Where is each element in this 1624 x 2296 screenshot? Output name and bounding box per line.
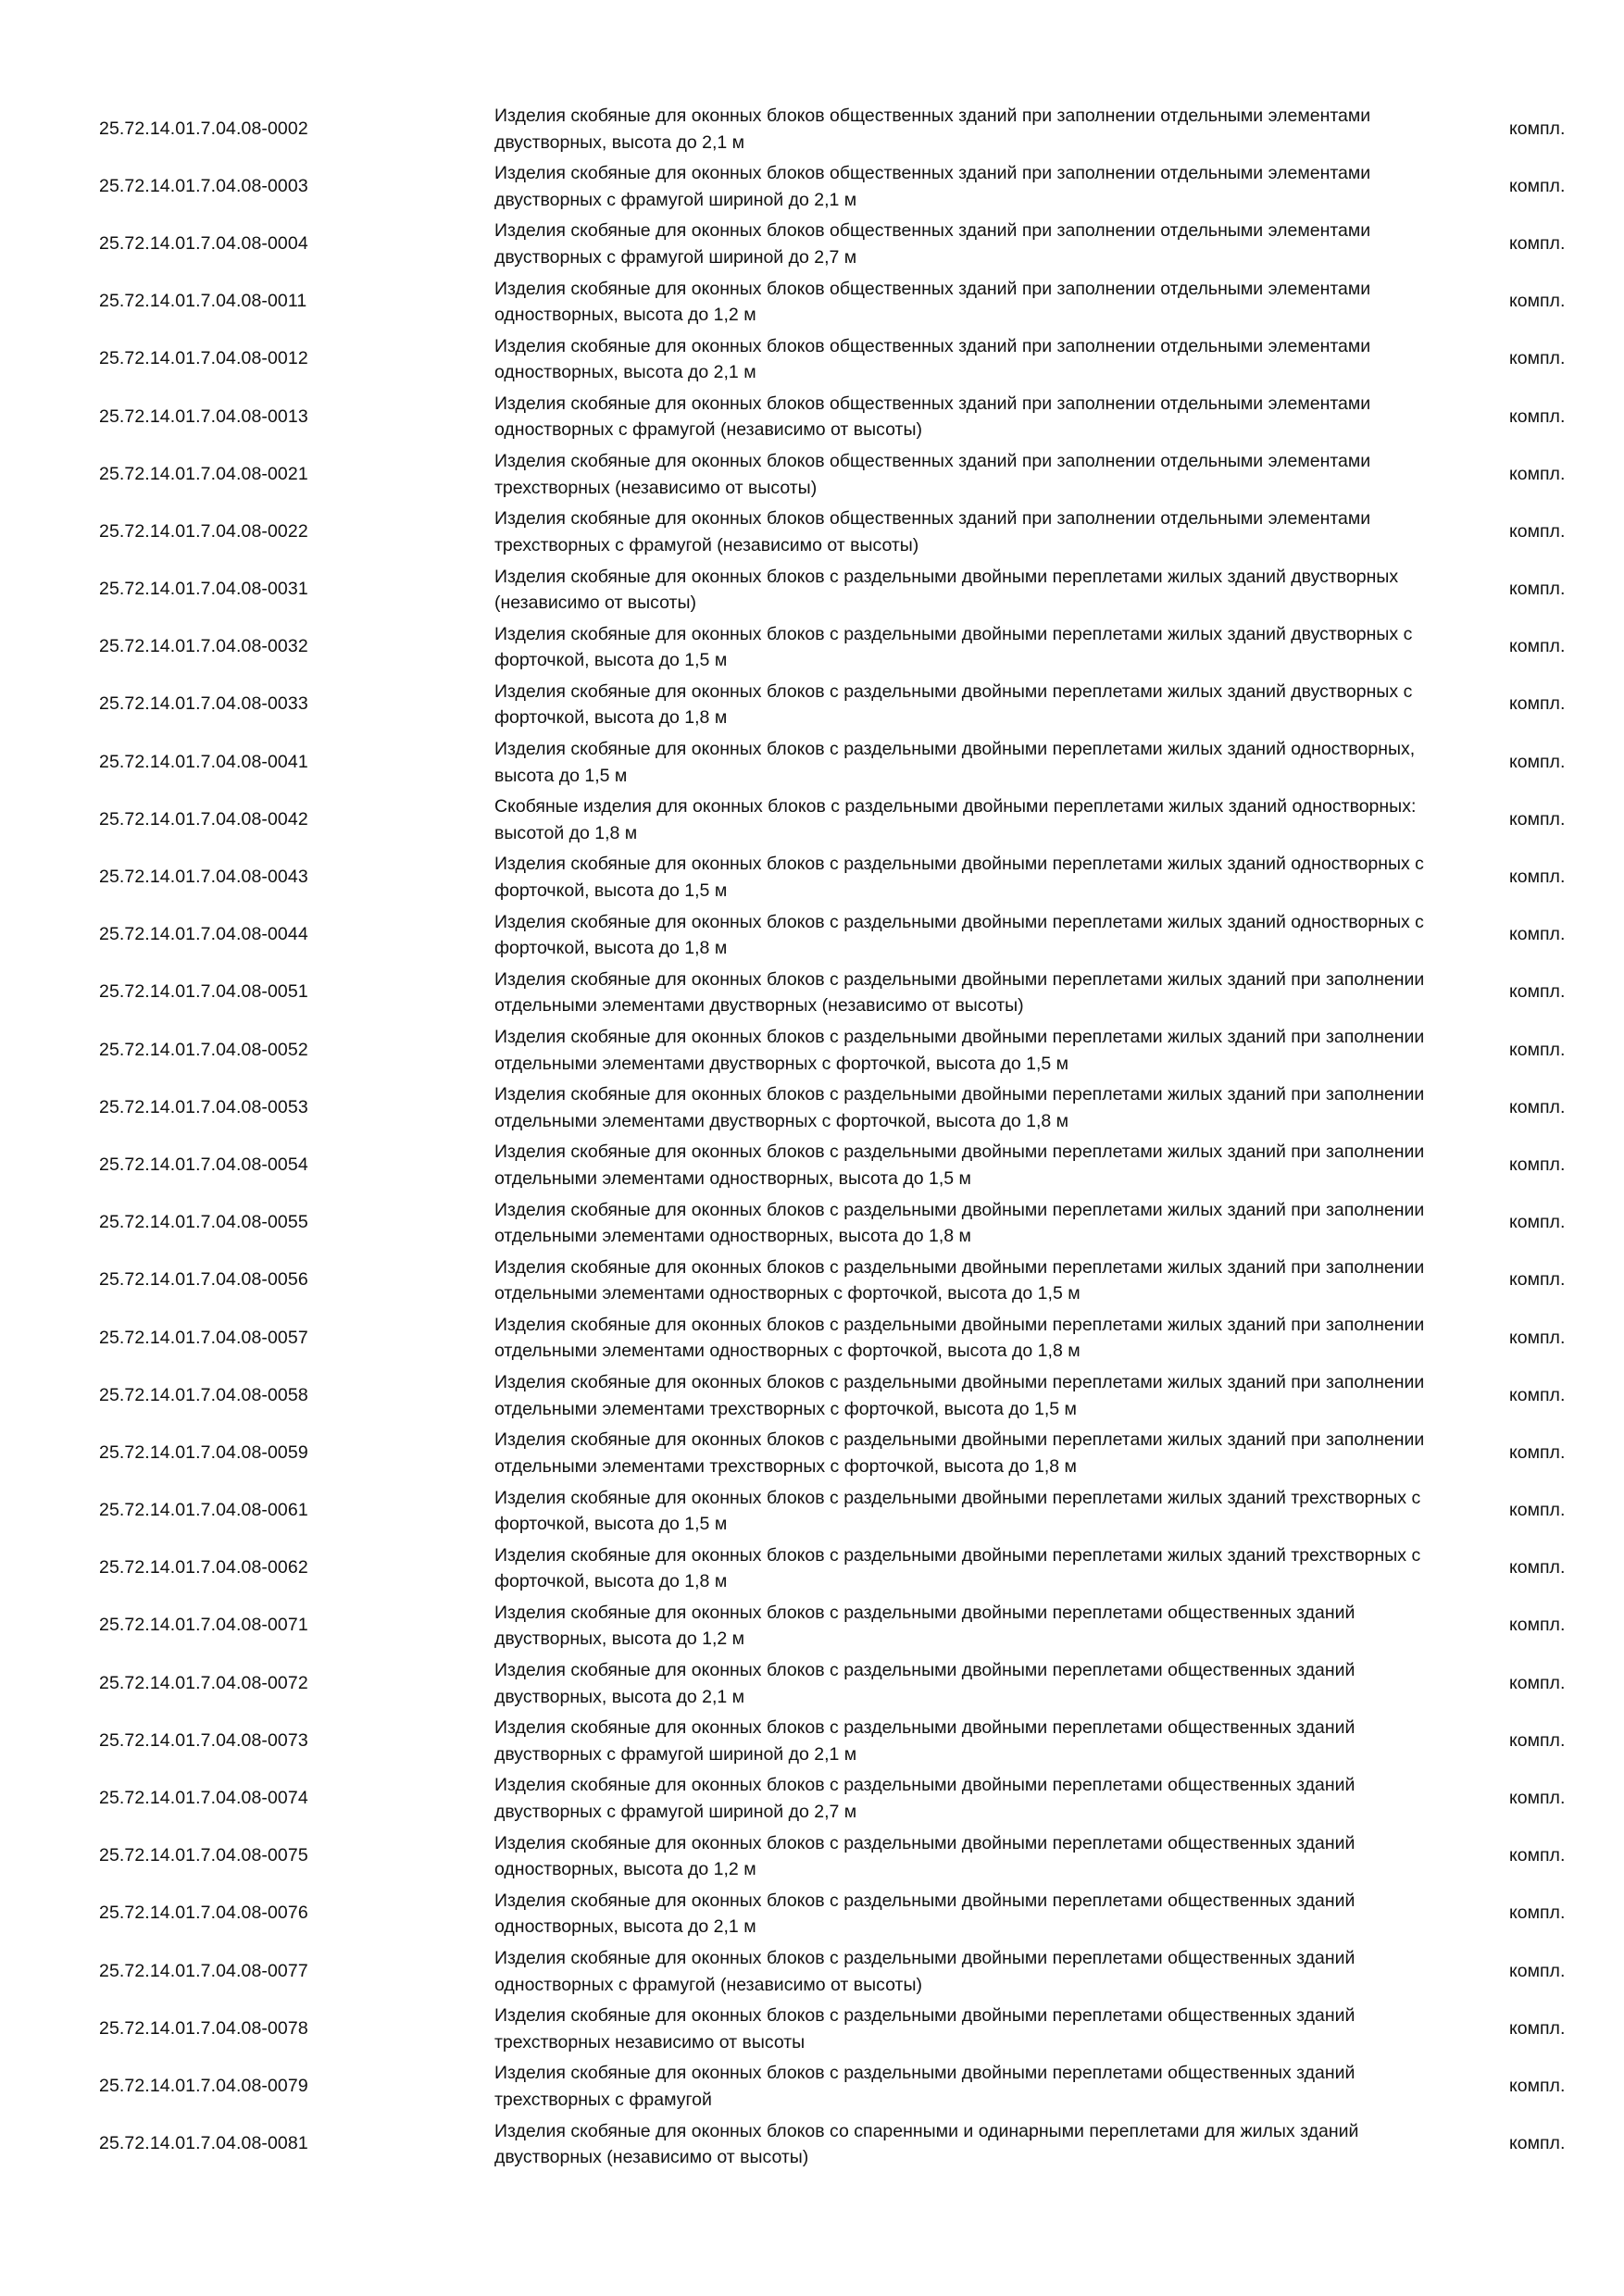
table-row	[0, 1252, 1624, 1309]
item-description: Изделия скобяные для оконных блоков общественных зданий при заполнении отдельными элементами двустворных, высота до 2,1 м	[494, 106, 1371, 153]
item-unit: компл.	[1509, 579, 1566, 600]
item-code: 25.72.14.01.7.04.08-0003	[99, 175, 308, 196]
table-row	[0, 1079, 1624, 1136]
item-unit: компл.	[1509, 406, 1566, 427]
item-unit: компл.	[1509, 867, 1566, 888]
item-code: 25.72.14.01.7.04.08-0022	[99, 520, 308, 542]
table-row	[0, 1885, 1624, 1942]
item-unit: компл.	[1509, 924, 1566, 945]
item-description: Изделия скобяные для оконных блоков с раздельными двойными переплетами жилых зданий при заполнении отдельными элементами одностворных с форточкой, высота до 1,8 м	[494, 1314, 1425, 1362]
table-row	[0, 1366, 1624, 1424]
item-unit: компл.	[1509, 348, 1566, 369]
item-code: 25.72.14.01.7.04.08-0073	[99, 1729, 308, 1751]
table-row	[0, 273, 1624, 331]
item-code: 25.72.14.01.7.04.08-0032	[99, 636, 308, 657]
table-row	[0, 733, 1624, 791]
table-row	[0, 503, 1624, 560]
item-description: Изделия скобяные для оконных блоков общественных зданий при заполнении отдельными элементами одностворных, высота до 2,1 м	[494, 335, 1371, 383]
item-unit: компл.	[1509, 981, 1566, 1003]
item-code: 25.72.14.01.7.04.08-0075	[99, 1845, 308, 1866]
table-row	[0, 791, 1624, 848]
table-row	[0, 2115, 1624, 2173]
item-unit: компл.	[1509, 463, 1566, 484]
table-row	[0, 561, 1624, 618]
item-unit: компл.	[1509, 1672, 1566, 1693]
table-row	[0, 1828, 1624, 1885]
item-code: 25.72.14.01.7.04.08-0004	[99, 232, 308, 254]
item-description: Изделия скобяные для оконных блоков с раздельными двойными переплетами жилых зданий при заполнении отдельными элементами двустворных с форточкой, высота до 1,8 м	[494, 1084, 1425, 1131]
table-row	[0, 618, 1624, 676]
item-code: 25.72.14.01.7.04.08-0051	[99, 981, 308, 1003]
table-row	[0, 676, 1624, 733]
item-unit: компл.	[1509, 1615, 1566, 1636]
item-unit: компл.	[1509, 1500, 1566, 1521]
item-description: Изделия скобяные для оконных блоков общественных зданий при заполнении отдельными элементами одностворных с фрамугой (независимо от высоты)	[494, 393, 1371, 441]
item-description: Изделия скобяные для оконных блоков с раздельными двойными переплетами жилых зданий при заполнении отдельными элементами трехстворных с форточкой, высота до 1,5 м	[494, 1372, 1425, 1419]
item-unit: компл.	[1509, 175, 1566, 196]
item-unit: компл.	[1509, 808, 1566, 830]
item-description: Изделия скобяные для оконных блоков с раздельными двойными переплетами общественных зданий двустворных, высота до 2,1 м	[494, 1660, 1355, 1707]
item-description: Изделия скобяные для оконных блоков с раздельными двойными переплетами жилых зданий одностворных, высота до 1,5 м	[494, 739, 1416, 786]
item-description: Изделия скобяные для оконных блоков с раздельными двойными переплетами жилых зданий при заполнении отдельными элементами трехстворных с форточкой, высота до 1,8 м	[494, 1429, 1425, 1477]
item-unit: компл.	[1509, 1327, 1566, 1348]
table-row	[0, 388, 1624, 445]
item-code: 25.72.14.01.7.04.08-0042	[99, 808, 308, 830]
item-unit: компл.	[1509, 520, 1566, 542]
table-row	[0, 1424, 1624, 1481]
table-row	[0, 215, 1624, 272]
item-unit: компл.	[1509, 1096, 1566, 1117]
item-code: 25.72.14.01.7.04.08-0057	[99, 1327, 308, 1348]
table-row	[0, 2057, 1624, 2115]
item-unit: компл.	[1509, 1729, 1566, 1751]
item-description: Изделия скобяные для оконных блоков с раздельными двойными переплетами жилых зданий при заполнении отдельными элементами двустворных с форточкой, высота до 1,5 м	[494, 1027, 1425, 1074]
item-code: 25.72.14.01.7.04.08-0041	[99, 751, 308, 772]
item-code: 25.72.14.01.7.04.08-0072	[99, 1672, 308, 1693]
item-description: Изделия скобяные для оконных блоков с раздельными двойными переплетами жилых зданий при заполнении отдельными элементами двустворных (независимо от высоты)	[494, 968, 1425, 1017]
item-description: Изделия скобяные для оконных блоков с раздельными двойными переплетами общественных зданий двустворных с фрамугой шириной до 2,7 м	[494, 1775, 1355, 1822]
item-unit: компл.	[1509, 1557, 1566, 1578]
item-description: Изделия скобяные для оконных блоков со спаренными и одинарными переплетами для жилых зданий двустворных (независимо от высоты)	[494, 2120, 1359, 2168]
item-code: 25.72.14.01.7.04.08-0011	[99, 291, 307, 312]
table-row	[0, 1597, 1624, 1654]
item-code: 25.72.14.01.7.04.08-0013	[99, 406, 308, 427]
table-row	[0, 445, 1624, 503]
item-unit: компл.	[1509, 1269, 1566, 1291]
item-unit: компл.	[1509, 1154, 1566, 1175]
item-description: Изделия скобяные для оконных блоков с раздельными двойными переплетами общественных зданий двустворных, высота до 1,2 м	[494, 1602, 1355, 1650]
item-unit: компл.	[1509, 1384, 1566, 1405]
item-code: 25.72.14.01.7.04.08-0079	[99, 2075, 308, 2096]
item-code: 25.72.14.01.7.04.08-0059	[99, 1441, 308, 1463]
item-description: Изделия скобяные для оконных блоков с раздельными двойными переплетами жилых зданий двустворных с форточкой, высота до 1,5 м	[494, 623, 1413, 671]
item-unit: компл.	[1509, 118, 1566, 139]
table-row	[0, 1482, 1624, 1540]
item-description: Изделия скобяные для оконных блоков с раздельными двойными переплетами жилых зданий при заполнении отдельными элементами одностворных, высота до 1,5 м	[494, 1142, 1425, 1189]
table-row	[0, 848, 1624, 905]
item-description: Изделия скобяные для оконных блоков с раздельными двойными переплетами жилых зданий одностворных с форточкой, высота до 1,8 м	[494, 911, 1424, 959]
table-row	[0, 964, 1624, 1021]
item-code: 25.72.14.01.7.04.08-0054	[99, 1154, 308, 1175]
table-row	[0, 1309, 1624, 1366]
table-row	[0, 1712, 1624, 1769]
item-unit: компл.	[1509, 2017, 1566, 2039]
item-code: 25.72.14.01.7.04.08-0055	[99, 1212, 308, 1233]
item-description: Изделия скобяные для оконных блоков с раздельными двойными переплетами жилых зданий одностворных с форточкой, высота до 1,5 м	[494, 854, 1424, 901]
item-unit: компл.	[1509, 636, 1566, 657]
item-description: Изделия скобяные для оконных блоков с раздельными двойными переплетами жилых зданий трехстворных с форточкой, высота до 1,5 м	[494, 1487, 1421, 1534]
item-code: 25.72.14.01.7.04.08-0061	[99, 1500, 308, 1521]
item-description: Изделия скобяные для оконных блоков с раздельными двойными переплетами общественных зданий одностворных, высота до 1,2 м	[494, 1832, 1355, 1880]
item-unit: компл.	[1509, 1903, 1566, 1924]
item-description: Изделия скобяные для оконных блоков общественных зданий при заполнении отдельными элементами двустворных с фрамугой шириной до 2,1 м	[494, 163, 1371, 210]
item-description: Изделия скобяные для оконных блоков с раздельными двойными переплетами общественных зданий трехстворных независимо от высоты	[494, 2005, 1355, 2053]
item-description: Изделия скобяные для оконных блоков с раздельными двойными переплетами общественных зданий одностворных, высота до 2,1 м	[494, 1890, 1355, 1938]
item-unit: компл.	[1509, 1212, 1566, 1233]
item-unit: компл.	[1509, 1845, 1566, 1866]
item-code: 25.72.14.01.7.04.08-0033	[99, 693, 308, 715]
item-code: 25.72.14.01.7.04.08-0043	[99, 867, 308, 888]
item-unit: компл.	[1509, 2133, 1566, 2154]
table-row	[0, 100, 1624, 157]
item-description: Изделия скобяные для оконных блоков с раздельными двойными переплетами жилых зданий при заполнении отдельными элементами одностворных с форточкой, высота до 1,5 м	[494, 1256, 1425, 1304]
item-unit: компл.	[1509, 1960, 1566, 1981]
item-code: 25.72.14.01.7.04.08-0074	[99, 1788, 308, 1809]
item-code: 25.72.14.01.7.04.08-0076	[99, 1903, 308, 1924]
item-code: 25.72.14.01.7.04.08-0031	[99, 579, 308, 600]
item-unit: компл.	[1509, 1788, 1566, 1809]
item-unit: компл.	[1509, 2075, 1566, 2096]
item-code: 25.72.14.01.7.04.08-0052	[99, 1039, 308, 1060]
item-description: Изделия скобяные для оконных блоков с раздельными двойными переплетами общественных зданий одностворных с фрамугой (независимо от высоты)	[494, 1948, 1355, 1995]
item-unit: компл.	[1509, 751, 1566, 772]
item-description: Изделия скобяные для оконных блоков с раздельными двойными переплетами жилых зданий двустворных с форточкой, высота до 1,8 м	[494, 680, 1413, 729]
table-row	[0, 906, 1624, 964]
item-description: Изделия скобяные для оконных блоков общественных зданий при заполнении отдельными элементами трехстворных (независимо от высоты)	[494, 451, 1371, 498]
item-code: 25.72.14.01.7.04.08-0071	[99, 1615, 308, 1636]
item-unit: компл.	[1509, 232, 1566, 254]
table-row	[0, 1769, 1624, 1827]
item-code: 25.72.14.01.7.04.08-0053	[99, 1096, 308, 1117]
item-code: 25.72.14.01.7.04.08-0078	[99, 2017, 308, 2039]
item-code: 25.72.14.01.7.04.08-0058	[99, 1384, 308, 1405]
item-code: 25.72.14.01.7.04.08-0002	[99, 118, 308, 139]
item-code: 25.72.14.01.7.04.08-0062	[99, 1557, 308, 1578]
table-row	[0, 1021, 1624, 1079]
item-description: Изделия скобяные для оконных блоков общественных зданий при заполнении отдельными элементами трехстворных с фрамугой (независимо от высоты)	[494, 508, 1371, 555]
item-description: Изделия скобяные для оконных блоков общественных зданий при заполнении отдельными элементами одностворных, высота до 1,2 м	[494, 278, 1371, 326]
item-unit: компл.	[1509, 1039, 1566, 1060]
table-row	[0, 1942, 1624, 2000]
item-code: 25.72.14.01.7.04.08-0056	[99, 1269, 308, 1291]
item-description: Изделия скобяные для оконных блоков общественных зданий при заполнении отдельными элементами двустворных с фрамугой шириной до 2,7 м	[494, 220, 1371, 268]
item-description: Изделия скобяные для оконных блоков с раздельными двойными переплетами жилых зданий двустворных (независимо от высоты)	[494, 566, 1399, 613]
table-row	[0, 331, 1624, 388]
table-row	[0, 2000, 1624, 2057]
item-description: Изделия скобяные для оконных блоков с раздельными двойными переплетами общественных зданий трехстворных с фрамугой	[494, 2063, 1355, 2110]
table-row	[0, 1540, 1624, 1597]
table-row	[0, 1136, 1624, 1193]
table-row	[0, 1194, 1624, 1252]
item-list	[0, 100, 1624, 2173]
table-row	[0, 1654, 1624, 1712]
item-code: 25.72.14.01.7.04.08-0012	[99, 348, 308, 369]
item-description: Изделия скобяные для оконных блоков с раздельными двойными переплетами жилых зданий трехстворных с форточкой, высота до 1,8 м	[494, 1544, 1421, 1592]
item-code: 25.72.14.01.7.04.08-0081	[99, 2133, 308, 2154]
item-description: Изделия скобяные для оконных блоков с раздельными двойными переплетами общественных зданий двустворных с фрамугой шириной до 2,1 м	[494, 1717, 1355, 1765]
item-code: 25.72.14.01.7.04.08-0077	[99, 1960, 308, 1981]
table-row	[0, 157, 1624, 215]
item-description: Изделия скобяные для оконных блоков с раздельными двойными переплетами жилых зданий при заполнении отдельными элементами одностворных, высота до 1,8 м	[494, 1199, 1425, 1247]
item-unit: компл.	[1509, 291, 1566, 312]
item-code: 25.72.14.01.7.04.08-0021	[99, 463, 308, 484]
item-unit: компл.	[1509, 693, 1566, 715]
item-unit: компл.	[1509, 1441, 1566, 1463]
item-code: 25.72.14.01.7.04.08-0044	[99, 924, 308, 945]
item-description: Скобяные изделия для оконных блоков с раздельными двойными переплетами жилых зданий одностворных: высотой до 1,8 м	[494, 796, 1417, 843]
